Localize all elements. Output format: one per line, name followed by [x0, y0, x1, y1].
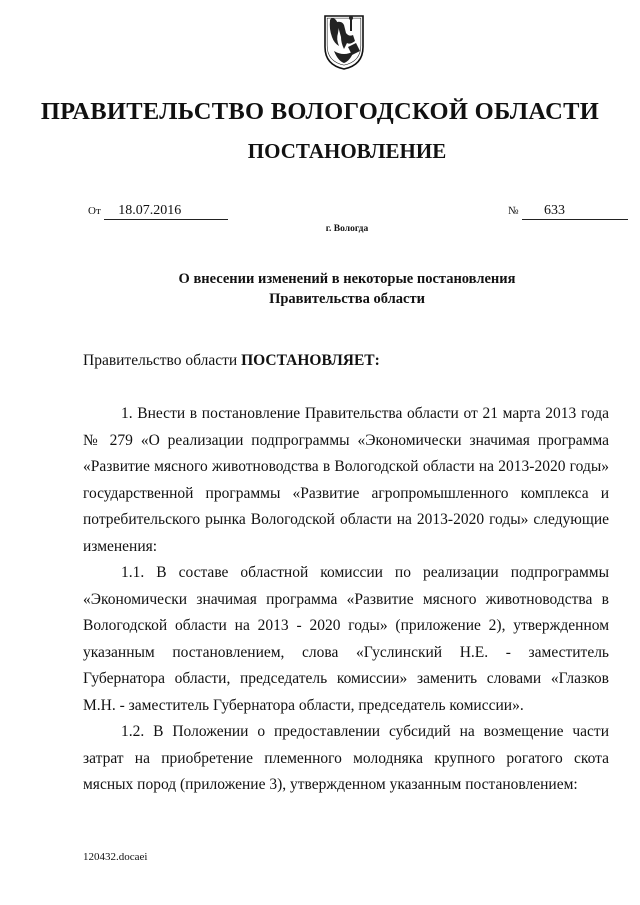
preamble — [83, 352, 380, 370]
date-field — [88, 203, 228, 220]
preamble-resolves: ПОСТАНОВЛЯЕТ: — [241, 352, 380, 369]
date-prefix: От — [88, 205, 101, 217]
date-value: 18.07.2016 — [104, 203, 228, 220]
vologda-coat-of-arms-icon — [322, 13, 366, 71]
document-body — [83, 401, 609, 799]
number-value: 633 — [522, 203, 628, 220]
number-prefix: № — [508, 205, 519, 217]
paragraph-1-2: 1.2. В Положении о предоставлении субсидий на возмещение части затрат на приобретение племенного молодняка крупного рогатого скота мясных пород (приложение 3), утвержденном указанным постановлением: — [83, 723, 609, 793]
subject-line-2: Правительства области — [269, 291, 425, 307]
document-subject — [0, 269, 640, 309]
preamble-text: Правительство области — [83, 352, 242, 369]
subject-line-1: О внесении изменений в некоторые постановления — [178, 271, 516, 287]
number-field — [508, 203, 628, 220]
paragraph-1: 1. Внести в постановление Правительства области от 21 марта 2013 года № 279 «О реализации подпрограммы «Экономически значимая программа «Развитие мясного животноводства в Вологодской области на 2013-2020 годы» государственной программы «Развитие агропромышленного комплекса и потребительского рынка Вологодской области на 2013-2020 годы» следующие изменения: — [83, 405, 609, 555]
city-label: г. Вологда — [325, 224, 369, 234]
paragraph-1-1: 1.1. В составе областной комиссии по реализации подпрограммы «Экономически значимая программа «Развитие мясного животноводства в Вологодской области на 2013 - 2020 годы» (приложение 2), утвержденном указанным постановлением, слова «Гуслинский Н.Е. - заместитель Губернатора области, председатель комиссии» заменить словами «Глазков М.Н. - заместитель Губернатора области, председатель комиссии». — [83, 564, 609, 714]
government-title: ПРАВИТЕЛЬСТВО ВОЛОГОДСКОЙ ОБЛАСТИ — [40, 98, 600, 125]
document-type-title: ПОСТАНОВЛЕНИЕ — [247, 139, 447, 163]
file-reference: 120432.docaei — [83, 851, 148, 863]
